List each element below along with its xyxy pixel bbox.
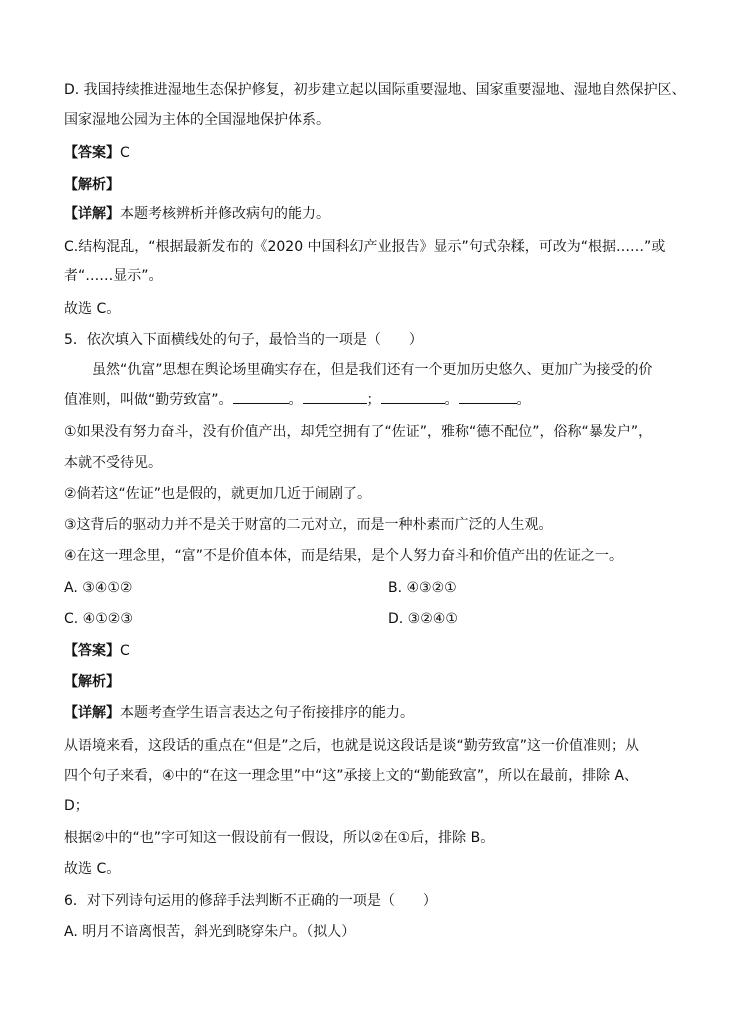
q5-sentence-3: ③这背后的驱动力并不是关于财富的二元对立，而是一种朴素而广泛的人生观。 [64,517,553,533]
q5-explain-line1: 从语境来看，这段话的重点在“但是”之后，也就是说这段话是谈“勤劳致富”这一价值准则；从 [64,738,640,754]
separator: 。 [288,392,303,408]
q5-sentence-1-line2: 本就不受待见。 [64,455,162,471]
detail-text: 本题考查学生语言表达之句子衔接排序的能力。 [120,705,414,721]
q5-answer [64,641,130,661]
q4-option-d-line1: D. 我国持续推进湿地生态保护修复，初步建立起以国际重要湿地、国家重要湿地、湿地自然保护区、 [64,82,686,98]
q5-sentence-2: ②倘若这“佐证”也是假的，就更加几近于闹剧了。 [64,486,372,502]
passage-text: 值准则，叫做“勤劳致富”。 [64,392,233,408]
q5-explain-line3: D； [64,798,89,814]
q5-conclusion: 故选 C。 [64,861,121,877]
q5-detail [64,703,414,723]
q4-analysis-tag [64,175,120,195]
analysis-tag: 【解析】 [64,674,120,690]
q5-passage-line1: 虽然“仇富”思想在舆论场里确实存在，但是我们还有一个更加历史悠久、更加广为接受的价 [92,362,653,378]
q4-option-d-line2: 国家湿地公园为主体的全国湿地保护体系。 [64,112,330,128]
q4-explain-line2: 者“……显示”。 [64,268,163,284]
q5-option-a: A. ③④①② [64,580,133,596]
q4-detail [64,204,330,224]
blank-4 [459,389,517,404]
detail-tag: 【详解】 [64,705,120,721]
detail-text: 本题考核辨析并修改病句的能力。 [120,206,330,222]
q5-sentence-1-line1: ①如果没有努力奋斗，没有价值产出，却凭空拥有了“佐证”，雅称“德不配位”，俗称“暴发户”， [64,424,653,440]
q5-option-c: C. ④①②③ [64,611,133,627]
q4-answer [64,143,130,163]
separator: ； [366,392,381,408]
answer-tag: 【答案】 [64,643,120,659]
separator: 。 [516,392,531,408]
analysis-tag: 【解析】 [64,177,120,193]
separator: 。 [444,392,459,408]
q5-sentence-4: ④在这一理念里，“富”不是价值本体，而是结果，是个人努力奋斗和价值产出的佐证之一。 [64,548,624,564]
q6-option-a: A. 明月不谙离恨苦，斜光到晓穿朱户。（拟人） [64,924,356,940]
answer-value: C [120,643,130,659]
q5-explain-line4: 根据②中的“也”字可知这一假设前有一假设，所以②在①后，排除 B。 [64,830,495,846]
q5-passage-line2 [64,389,531,410]
q5-question: 5．依次填入下面横线处的句子，最恰当的一项是（ ） [64,332,423,348]
blank-3 [381,389,445,404]
blank-2 [303,389,367,404]
detail-tag: 【详解】 [64,206,120,222]
answer-tag: 【答案】 [64,145,120,161]
answer-value: C [120,145,130,161]
blank-1 [233,389,289,404]
q5-analysis-tag [64,672,120,692]
q5-option-b: B. ④③②① [388,580,457,596]
q4-explain-line1: C.结构混乱，“根据最新发布的《2020 中国科幻产业报告》显示”句式杂糅，可改为“根据……”或 [64,239,666,255]
q5-explain-line2: 四个句子来看，④中的“在这一理念里”中“这”承接上文的“勤能致富”，所以在最前，排除 A、 [64,768,639,784]
q6-question: 6．对下列诗句运用的修辞手法判断不正确的一项是（ ） [64,893,437,909]
q4-conclusion: 故选 C。 [64,301,121,317]
q5-option-d: D. ③②④① [388,611,458,627]
